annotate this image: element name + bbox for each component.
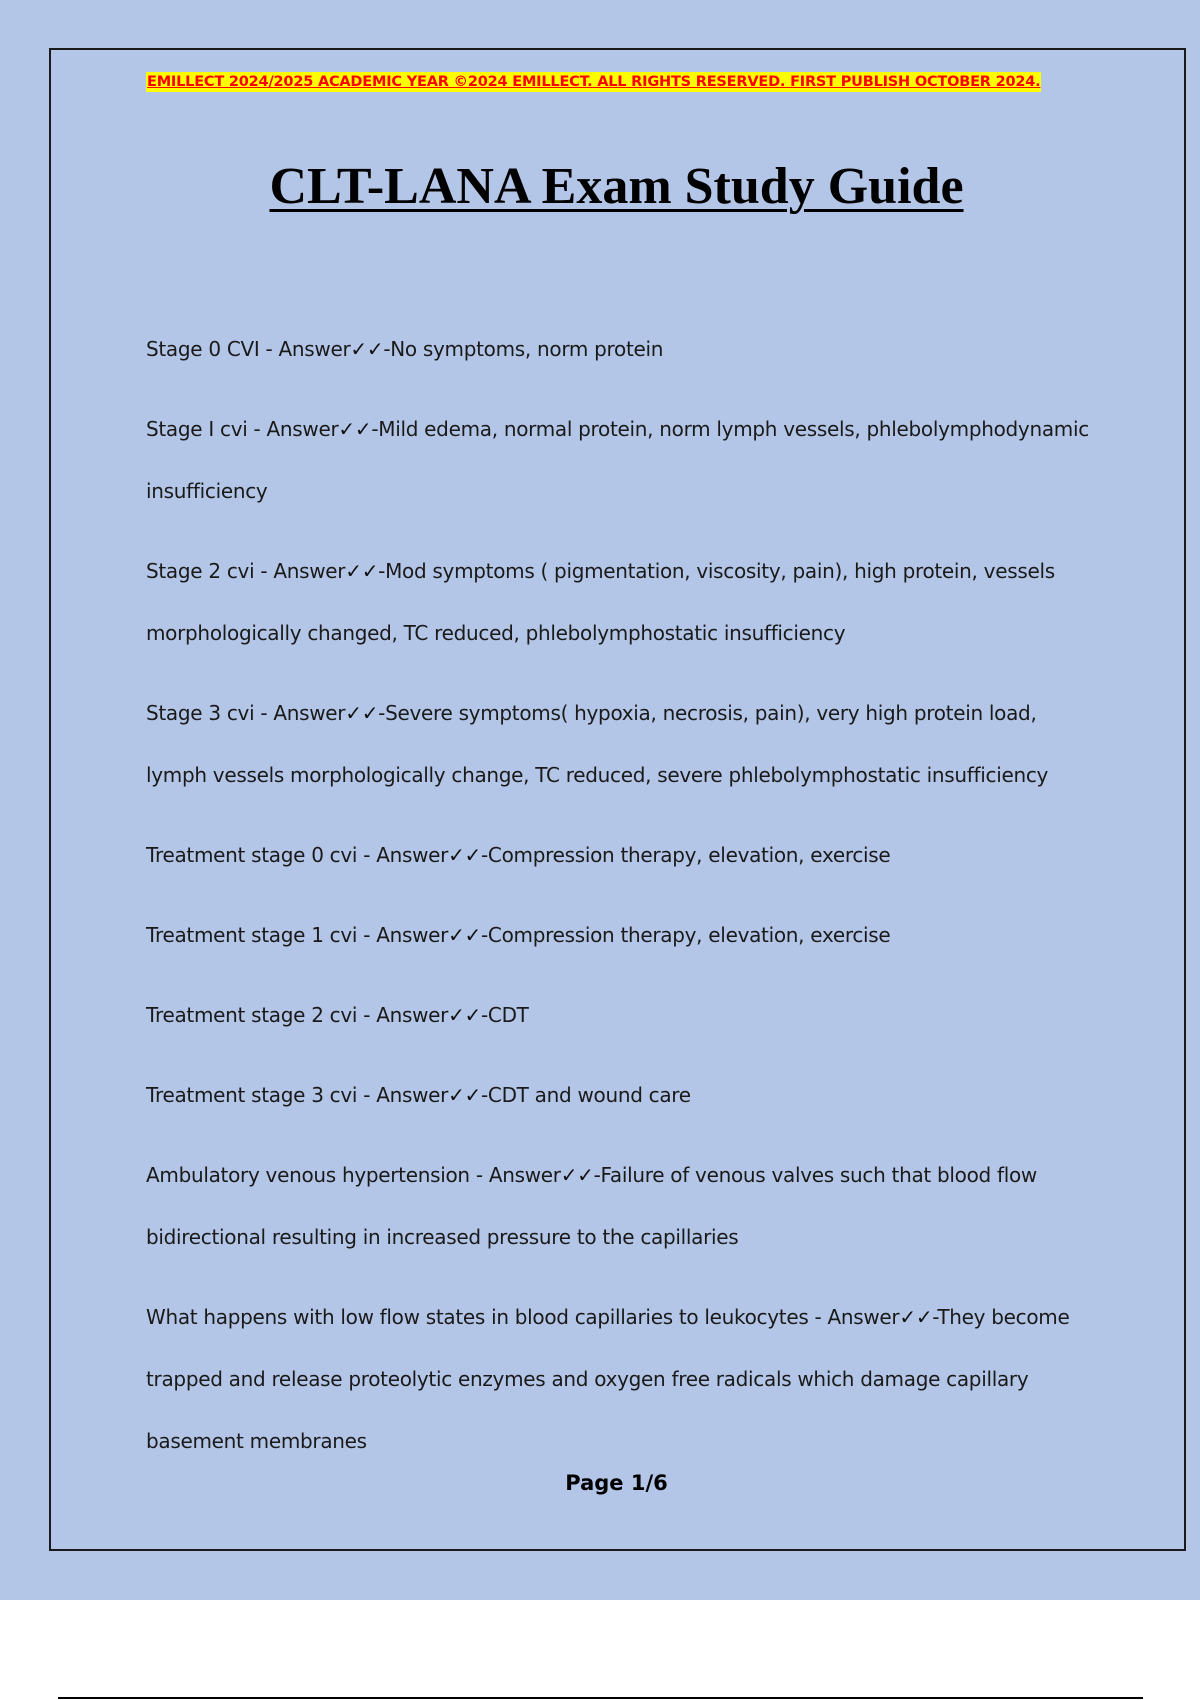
qa-item: Stage 3 cvi - Answer✓✓-Severe symptoms( hypoxia, necrosis, pain), very high protein load, lymph vessels morphologically change, TC reduced, severe phlebolymphostatic insufficiency [146,701,1049,787]
qa-item: Stage I cvi - Answer✓✓-Mild edema, normal protein, norm lymph vessels, phlebolymphodynamic insufficiency [146,417,1089,503]
qa-item: Stage 0 CVI - Answer✓✓-No symptoms, norm protein [146,337,664,361]
bottom-divider [58,1697,1143,1699]
copyright-banner: EMILLECT 2024/2025 ACADEMIC YEAR ©2024 EMILLECT. ALL RIGHTS RESERVED. FIRST PUBLISH OCTOBER 2024. [147,74,1041,90]
qa-question: Treatment stage 3 cvi [146,1083,358,1107]
qa-question: What happens with low flow states in blood capillaries to leukocytes [146,1305,809,1329]
double-check-icon: ✓✓ [448,1083,481,1107]
answer-marker: - Answer [357,1083,449,1107]
qa-item: Treatment stage 2 cvi - Answer✓✓-CDT [146,1003,529,1027]
answer-marker: - Answer [254,701,346,725]
qa-question: Treatment stage 1 cvi [146,923,358,947]
page-number: Page 1/6 [565,1471,668,1495]
answer-marker: - Answer [469,1163,561,1187]
qa-answer: No symptoms, norm protein [390,337,664,361]
qa-answer: CDT and wound care [487,1083,691,1107]
qa-question: Stage 3 cvi [146,701,255,725]
qa-item: Treatment stage 0 cvi - Answer✓✓-Compression therapy, elevation, exercise [146,843,891,867]
qa-question: Stage 2 cvi [146,559,255,583]
answer-marker: - Answer [357,843,449,867]
document-title: CLT-LANA Exam Study Guide [269,158,964,215]
double-check-icon: ✓✓ [345,559,379,583]
qa-question: Treatment stage 2 cvi [146,1003,358,1027]
answer-marker: - Answer [254,559,346,583]
copyright-banner-row [0,72,1200,92]
qa-question: Treatment stage 0 cvi [146,843,358,867]
double-check-icon: ✓✓ [899,1305,933,1329]
qa-item: Treatment stage 1 cvi - Answer✓✓-Compression therapy, elevation, exercise [146,923,891,947]
qa-answer: They become trapped and release proteolytic enzymes and oxygen free radicals which damage capillary basement membranes [146,1305,1070,1453]
qa-answer: CDT [487,1003,529,1027]
double-check-icon: ✓✓ [345,701,379,725]
double-check-icon: ✓✓ [560,1163,594,1187]
qa-item: What happens with low flow states in blood capillaries to leukocytes - Answer✓✓-They become trapped and release proteolytic enzymes and oxygen free radicals which damage capillary basement membranes [146,1305,1070,1453]
double-check-icon: ✓✓ [448,1003,481,1027]
qa-item: Ambulatory venous hypertension - Answer✓✓-Failure of venous valves such that blood flow bidirectional resulting in increased pressure to the capillaries [146,1163,1037,1249]
double-check-icon: ✓✓ [350,337,384,361]
qa-item: Treatment stage 3 cvi - Answer✓✓-CDT and wound care [146,1083,691,1107]
double-check-icon: ✓✓ [448,923,481,947]
qa-answer: Compression therapy, elevation, exercise [487,923,891,947]
qa-question: Ambulatory venous hypertension [146,1163,470,1187]
answer-marker: - Answer [357,923,449,947]
qa-answer: Mod symptoms ( pigmentation, viscosity, pain), high protein, vessels morphologically changed, TC reduced, phlebolymphostatic insufficiency [146,559,1055,645]
double-check-icon: ✓✓ [448,843,481,867]
qa-question: Stage I cvi [146,417,248,441]
qa-answer: Severe symptoms( hypoxia, necrosis, pain), very high protein load, lymph vessels morphologically change, TC reduced, severe phlebolymphostatic insufficiency [146,701,1049,787]
qa-question: Stage 0 CVI [146,337,260,361]
qa-list [146,318,1096,1490]
qa-item: Stage 2 cvi - Answer✓✓-Mod symptoms ( pigmentation, viscosity, pain), high protein, vessels morphologically changed, TC reduced, phlebolymphostatic insufficiency [146,559,1055,645]
double-check-icon: ✓✓ [338,417,372,441]
answer-marker: - Answer [357,1003,449,1027]
answer-marker: - Answer [808,1305,900,1329]
answer-marker: - Answer [247,417,339,441]
qa-answer: Failure of venous valves such that blood flow bidirectional resulting in increased pressure to the capillaries [146,1163,1037,1249]
qa-answer: Mild edema, normal protein, norm lymph vessels, phlebolymphodynamic insufficiency [146,417,1089,503]
qa-answer: Compression therapy, elevation, exercise [487,843,891,867]
answer-marker: - Answer [259,337,351,361]
